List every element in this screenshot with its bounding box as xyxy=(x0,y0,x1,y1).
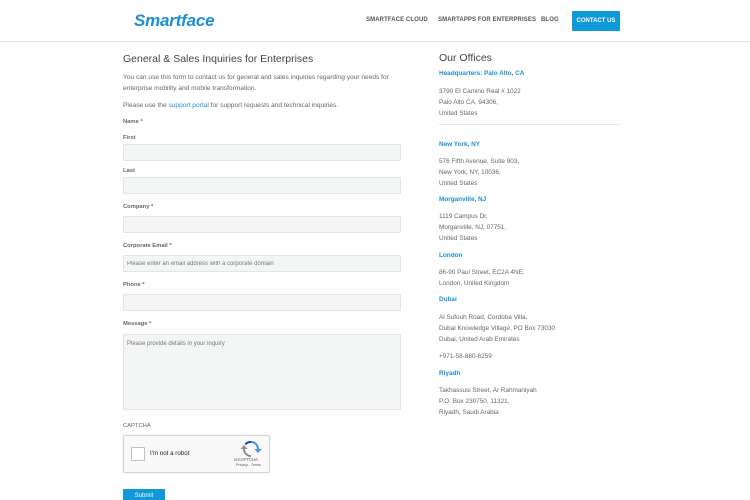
name-label: Name * xyxy=(123,119,143,125)
nav-smartface-cloud[interactable]: SMARTFACE CLOUD xyxy=(366,17,428,23)
phone-label: Phone * xyxy=(123,282,145,288)
last-name-label: Last xyxy=(123,168,135,174)
message-label: Message * xyxy=(123,321,152,327)
address-line: United States xyxy=(439,110,478,118)
last-name-input[interactable] xyxy=(123,177,401,194)
first-name-input[interactable] xyxy=(123,144,401,161)
divider xyxy=(439,124,620,125)
office-name-morganville[interactable]: Morganville, NJ xyxy=(439,196,487,203)
address-line: Morganville, NJ, 07751, xyxy=(439,224,507,232)
company-label: Company * xyxy=(123,204,154,210)
nav-blog[interactable]: BLOG xyxy=(541,17,559,23)
recaptcha-links[interactable]: Privacy - Terms xyxy=(236,463,261,467)
office-address-palo-alto xyxy=(439,86,521,120)
address-line: London, United Kingdom xyxy=(439,280,510,288)
address-line: Dubai, United Arab Emirates xyxy=(439,336,520,344)
office-phone-dubai: +971-58-880-6259 xyxy=(439,353,492,360)
support-prefix: Please use the xyxy=(123,102,169,109)
address-line: 576 Fifth Avenue, Suite 903, xyxy=(439,158,520,165)
office-address-dubai xyxy=(439,312,555,346)
email-input[interactable] xyxy=(123,255,401,272)
address-line: 86-90 Paul Street, EC2A 4NE, xyxy=(439,269,525,276)
recaptcha-checkbox[interactable] xyxy=(131,447,145,461)
support-suffix: for support requests and technical inquiries. xyxy=(208,102,339,109)
address-line: United States xyxy=(439,235,478,243)
offices-title: Our Offices xyxy=(439,52,492,64)
first-name-label: First xyxy=(123,135,136,141)
address-line: Takhassusi Street, Ar Rahmaniyah xyxy=(439,387,537,394)
recaptcha-brand: reCAPTCHA xyxy=(234,457,258,462)
address-line: New York, NY, 10036, xyxy=(439,169,501,177)
email-label: Corporate Email * xyxy=(123,243,172,249)
address-line: P.O. Box 230750, 11321, xyxy=(439,398,510,406)
contact-form-intro xyxy=(123,50,403,109)
office-name-dubai[interactable]: Dubai xyxy=(439,296,457,303)
captcha-label: CAPTCHA xyxy=(123,423,151,429)
recaptcha-widget xyxy=(123,435,270,473)
office-name-riyadh[interactable]: Riyadh xyxy=(439,370,461,377)
recaptcha-text: I'm not a robot xyxy=(150,450,190,457)
office-address-morganville xyxy=(439,211,506,245)
site-header xyxy=(0,0,750,42)
intro-text: You can use this form to contact us for general and sales inquiries regarding your needs for enterprise mobility and mobile transformation. xyxy=(123,74,389,92)
address-line: 3790 El Camino Real # 1022 xyxy=(439,88,521,95)
support-portal-link[interactable]: support portal xyxy=(168,102,209,109)
office-address-riyadh xyxy=(439,385,537,419)
address-line: Dubai Knowledge Village, PO Box 73030 xyxy=(439,325,556,333)
contact-us-button[interactable]: CONTACT US xyxy=(572,11,620,31)
address-line: United States xyxy=(439,180,478,188)
address-line: 1119 Campus Dr. xyxy=(439,213,488,220)
phone-input[interactable] xyxy=(123,294,401,311)
office-address-new-york xyxy=(439,156,519,190)
office-name-new-york[interactable]: New York, NY xyxy=(439,141,480,148)
page-title: General & Sales Inquiries for Enterprises xyxy=(123,53,314,65)
address-line: Palo Alto CA, 94306, xyxy=(439,99,498,107)
message-textarea[interactable] xyxy=(123,334,401,410)
recaptcha-icon xyxy=(237,441,265,457)
office-address-london xyxy=(439,267,525,289)
nav-smartapps-for-enterprises[interactable]: SMARTAPPS FOR ENTERPRISES xyxy=(438,17,537,23)
submit-button[interactable]: Submit xyxy=(123,489,165,500)
address-line: Al Sufouh Road, Cordoba Villa, xyxy=(439,314,528,321)
support-text xyxy=(123,102,403,109)
company-input[interactable] xyxy=(123,216,401,233)
smartface-logo[interactable]: Smartface xyxy=(134,11,215,30)
office-name-london[interactable]: London xyxy=(439,252,463,259)
address-line: Riyadh, Saudi Arabia xyxy=(439,409,499,417)
office-name-palo-alto[interactable]: Headquarters: Palo Alto, CA xyxy=(439,70,525,77)
